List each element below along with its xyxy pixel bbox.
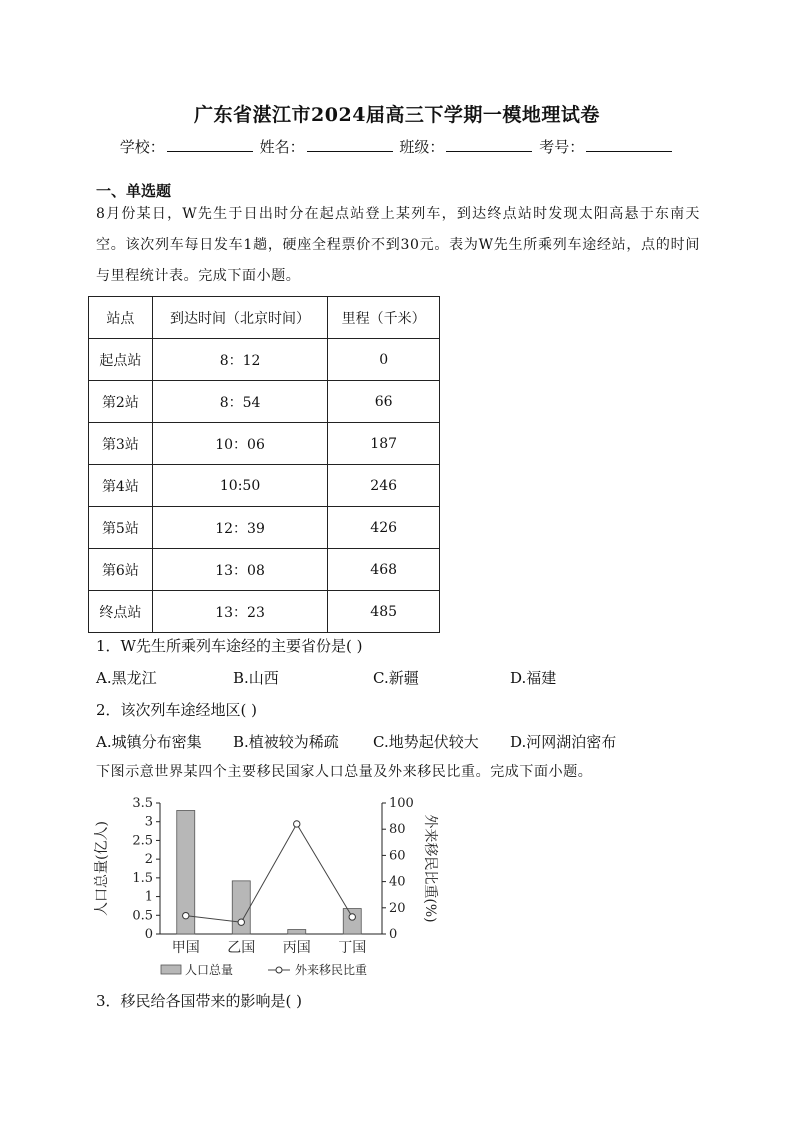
q2-option-b[interactable]: B.植被较为稀疏 <box>233 733 339 751</box>
table-cell: 426 <box>328 507 440 549</box>
table-cell: 里程（千米） <box>328 297 440 339</box>
line-point-甲国 <box>183 912 189 918</box>
table-cell: 12：39 <box>152 507 327 549</box>
table-cell: 到达时间（北京时间） <box>152 297 327 339</box>
right-axis-title: 外来移民比重(%) <box>422 814 438 923</box>
passage-2: 下图示意世界某四个主要移民国家人口总量及外来移民比重。完成下面小题。 <box>96 764 593 780</box>
table-cell: 第5站 <box>89 507 153 549</box>
legend-line-marker <box>276 967 282 973</box>
right-tick-label: 0 <box>389 927 398 942</box>
school-blank[interactable] <box>167 137 253 152</box>
table-cell: 468 <box>328 549 440 591</box>
left-tick-label: 0.5 <box>132 908 153 924</box>
table-row <box>89 381 440 423</box>
question-1-stem: 1．W先生所乘列车途经的主要省份是( ) <box>96 637 363 655</box>
left-tick-label: 1 <box>144 889 153 905</box>
q1-option-d[interactable]: D.福建 <box>510 669 557 687</box>
exam-no-blank[interactable] <box>586 137 672 152</box>
table-cell: 0 <box>328 339 440 381</box>
table-cell: 终点站 <box>89 591 153 633</box>
q1-option-a[interactable]: A.黑龙江 <box>96 669 157 687</box>
table-row <box>89 465 440 507</box>
line-point-乙国 <box>238 919 244 925</box>
table-cell: 8：12 <box>152 339 327 381</box>
table-cell: 13：23 <box>152 591 327 633</box>
q1-option-b[interactable]: B.山西 <box>233 669 279 687</box>
right-tick-label: 40 <box>389 874 406 890</box>
legend-bar-swatch <box>161 965 181 974</box>
left-tick-label: 2.5 <box>132 833 153 849</box>
line-point-丙国 <box>294 821 300 827</box>
population-migration-chart <box>90 790 440 990</box>
migration-ratio-line <box>186 824 353 922</box>
table-cell: 66 <box>328 381 440 423</box>
table-row <box>89 549 440 591</box>
bar-丁国 <box>343 909 361 934</box>
left-tick-label: 3.5 <box>132 796 153 811</box>
left-tick-label: 1.5 <box>132 870 153 886</box>
table-row <box>89 423 440 465</box>
table-cell: 站点 <box>89 297 153 339</box>
left-tick-label: 2 <box>144 852 153 868</box>
line-point-丁国 <box>349 914 355 920</box>
exam-no-label: 考号： <box>539 138 585 156</box>
x-tick-label: 丙国 <box>282 940 311 956</box>
legend-bar-label: 人口总量 <box>185 963 234 977</box>
question-2-stem: 2．该次列车途经地区( ) <box>96 701 258 719</box>
section-heading: 一、单选题 <box>96 182 172 200</box>
student-info-line <box>0 136 794 157</box>
name-blank[interactable] <box>307 137 393 152</box>
legend-line-label: 外来移民比重 <box>295 963 368 977</box>
q1-option-c[interactable]: C.新疆 <box>373 669 419 687</box>
name-label: 姓名： <box>259 138 305 156</box>
x-tick-label: 乙国 <box>227 940 256 956</box>
table-cell: 第4站 <box>89 465 153 507</box>
left-tick-label: 3 <box>144 814 153 830</box>
class-label: 班级： <box>399 138 445 156</box>
q2-option-d[interactable]: D.河网湖泊密布 <box>510 733 617 751</box>
left-axis-title: 人口总量(亿人) <box>94 821 110 916</box>
table-cell: 第3站 <box>89 423 153 465</box>
x-tick-label: 丁国 <box>338 940 367 956</box>
table-cell: 10:50 <box>152 465 327 507</box>
table-cell: 10：06 <box>152 423 327 465</box>
table-cell: 第2站 <box>89 381 153 423</box>
table-cell: 187 <box>328 423 440 465</box>
q2-option-c[interactable]: C.地势起伏较大 <box>373 733 479 751</box>
left-tick-label: 0 <box>144 927 153 942</box>
right-tick-label: 100 <box>389 796 414 811</box>
table-cell: 485 <box>328 591 440 633</box>
table-cell: 13：08 <box>152 549 327 591</box>
right-tick-label: 80 <box>389 822 406 838</box>
school-label: 学校： <box>119 138 165 156</box>
table-cell: 第6站 <box>89 549 153 591</box>
table-row <box>89 339 440 381</box>
exam-title: 广东省湛江市2024届高三下学期一模地理试卷 <box>194 104 600 126</box>
table-body <box>89 297 440 633</box>
table-row <box>89 507 440 549</box>
bar-丙国 <box>288 930 306 934</box>
x-tick-label: 甲国 <box>171 940 200 956</box>
table-header-row <box>89 297 440 339</box>
train-schedule-table <box>88 296 440 633</box>
table-cell: 8：54 <box>152 381 327 423</box>
right-tick-label: 20 <box>389 900 406 916</box>
table-cell: 246 <box>328 465 440 507</box>
bar-乙国 <box>232 881 250 934</box>
q2-option-a[interactable]: A.城镇分布密集 <box>96 733 202 751</box>
class-blank[interactable] <box>446 137 532 152</box>
question-3-stem: 3．移民给各国带来的影响是( ) <box>96 992 303 1010</box>
table-row <box>89 591 440 633</box>
passage-1: 8月份某日，W先生于日出时分在起点站登上某列车，到达终点站时发现太阳高悬于东南天空。该次列车每日发车1趟，硬座全程票价不到30元。表为W先生所乘列车途经站，点的时间与里程统计表。完成下面小题。 <box>96 206 700 284</box>
table-cell: 起点站 <box>89 339 153 381</box>
right-tick-label: 60 <box>389 848 406 864</box>
